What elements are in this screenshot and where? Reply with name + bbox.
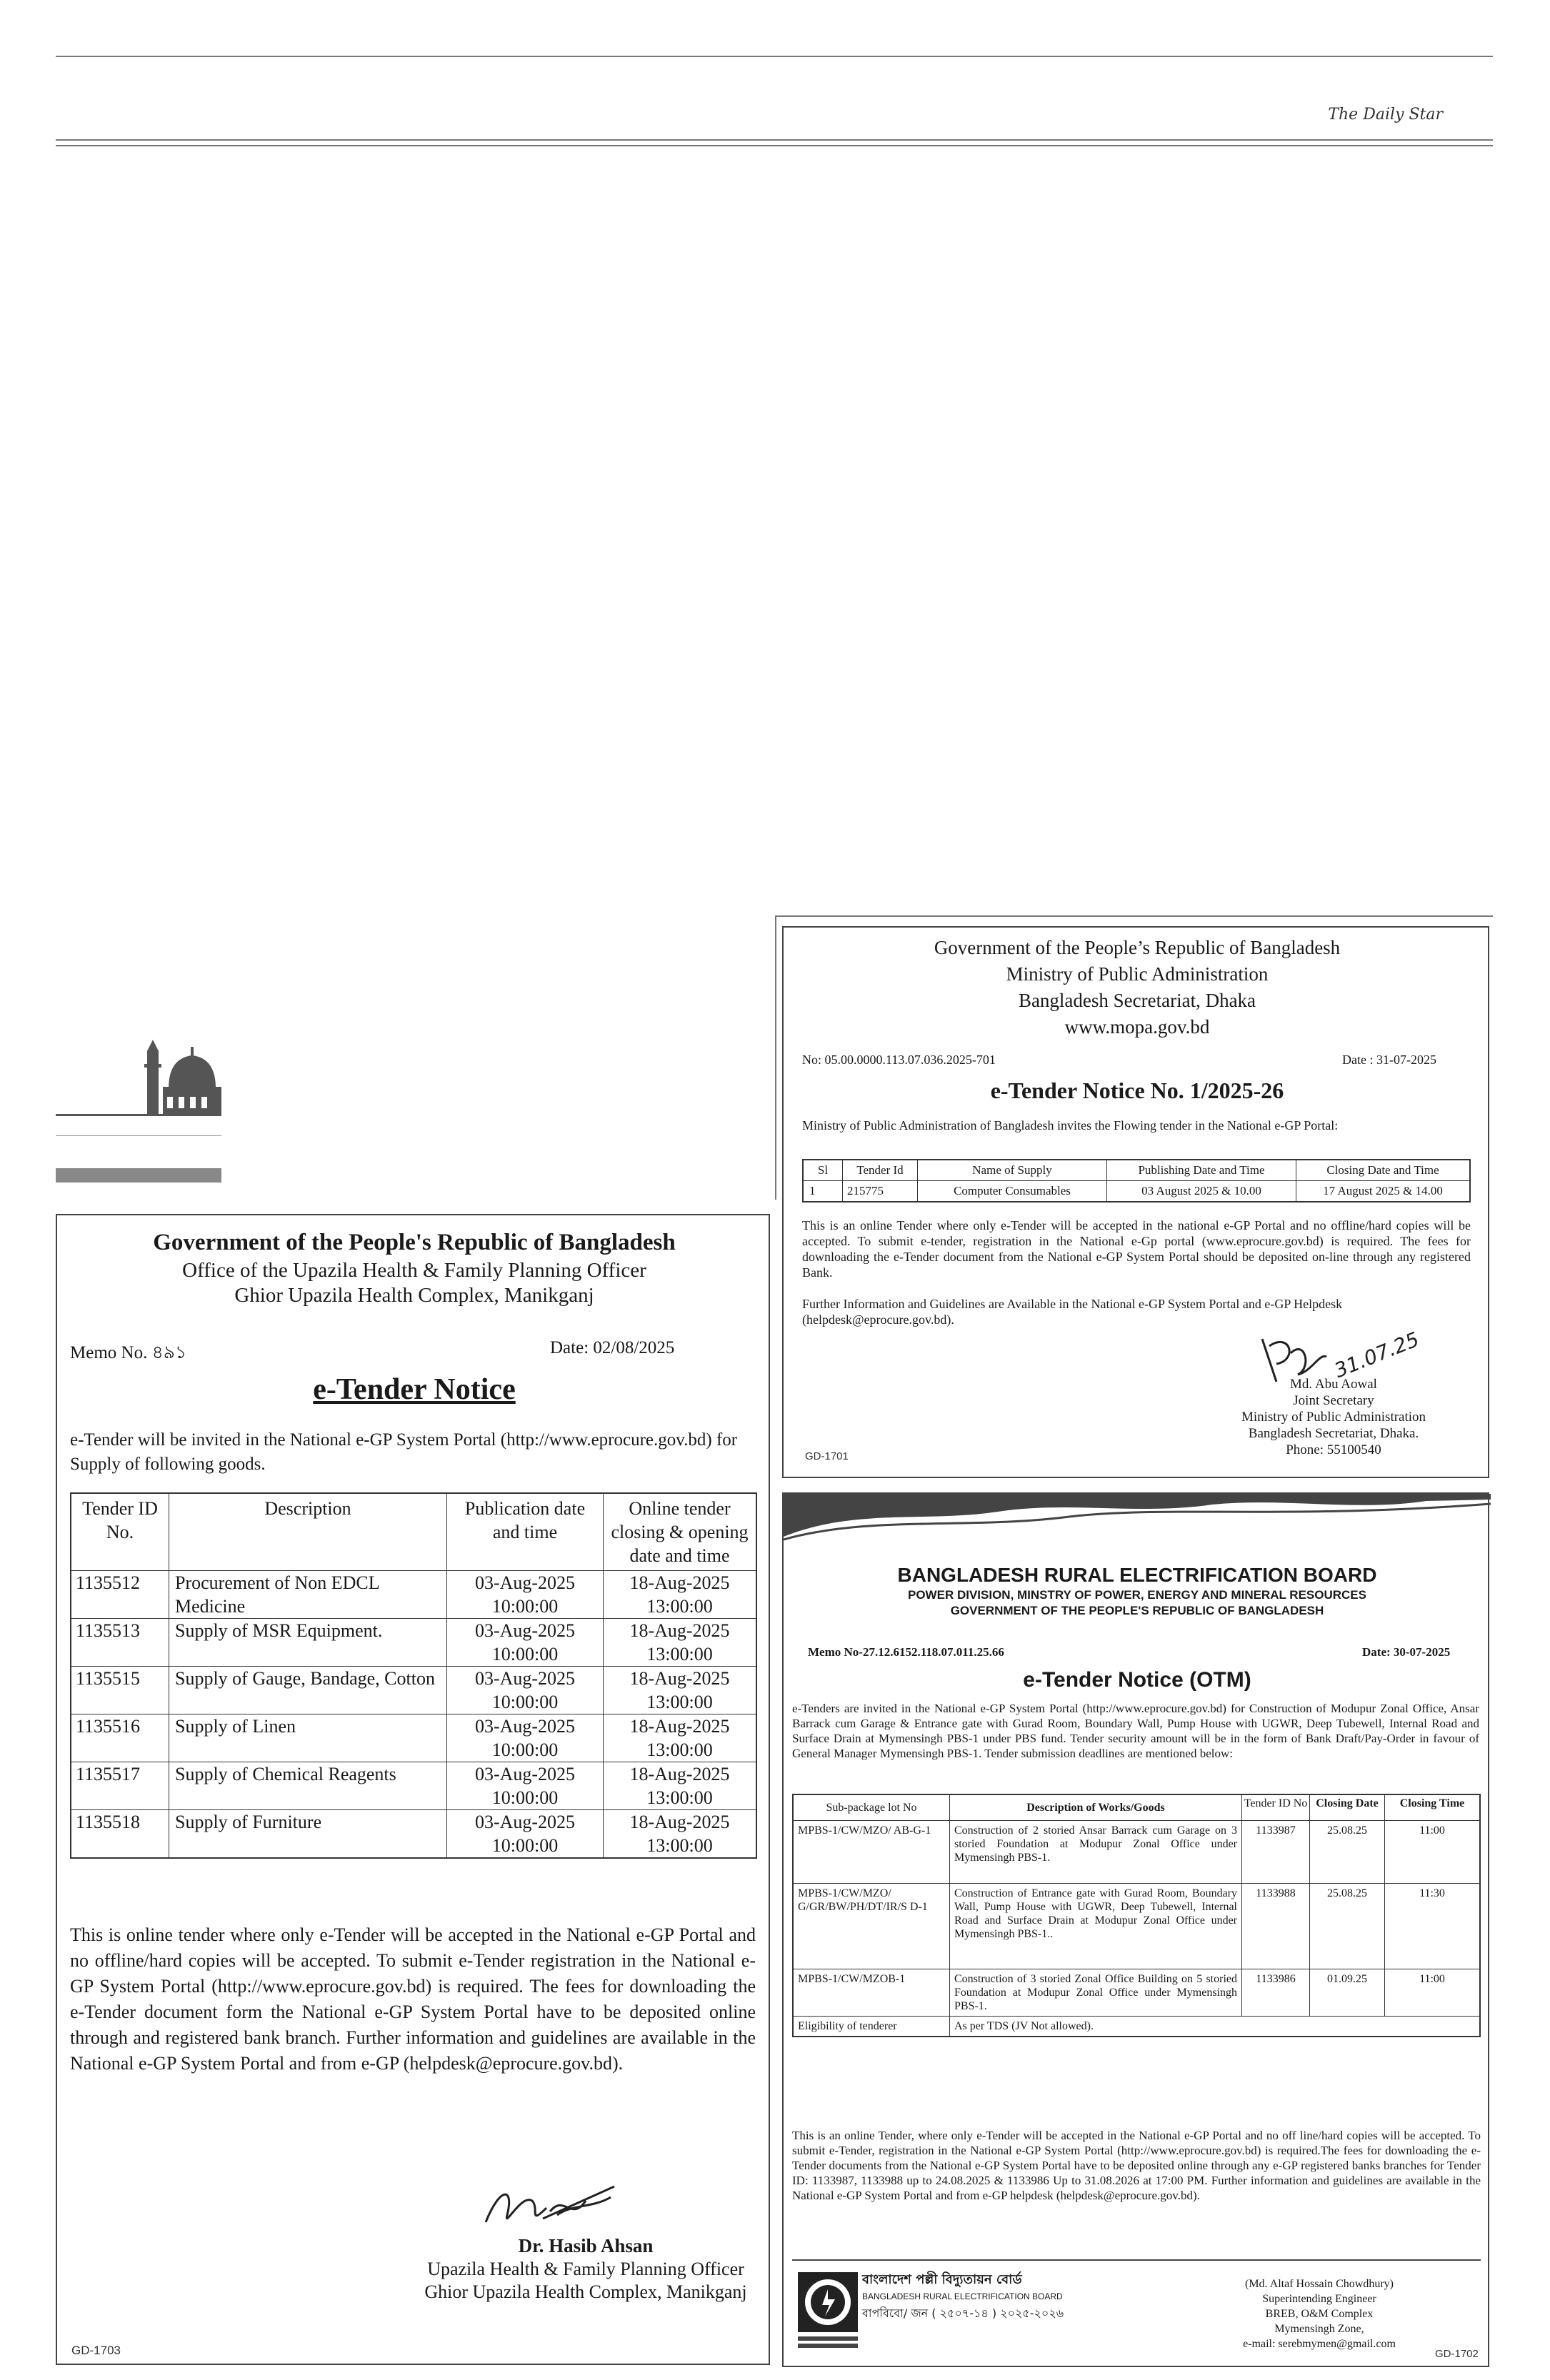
mopa-row-name: Computer Consumables [918,1181,1107,1202]
breb-body: This is an online Tender, where only e-Tender will be accepted in the National e-GP Portal and no off line/hard copies will be accepted. To submit e-Tender, registration in the National e-GP System Portal (http://www.eprocure.gov.bd) is required.The fees for downloading the e-Tender documents from the National e-GP System Portal have to be deposited online through any e-GP registered banks branches for Tender ID: 1133987, 1133988 up to 24.08.2025 & 1133986 Up to 31.08.2026 at 17:00 PM. Further information and guidelines are available in the National e-GP System Portal and from e-GP helpdesk (helpdesk@eprocure.gov.bd). [792,2129,1481,2202]
mopa-tender-table [802,1159,1471,1202]
header-double-rule-1 [56,139,1493,141]
mopa-line4: www.mopa.gov.bd [1064,1016,1210,1038]
table-row [71,1667,756,1714]
ghior-row-desc: Supply of MSR Equipment. [169,1619,447,1667]
ghior-row-desc: Procurement of Non EDCL Medicine [169,1571,447,1619]
mopa-sign-date: 31.07.25 [1331,1327,1423,1383]
ghior-row-close: 18-Aug-2025 13:00:00 [604,1714,757,1762]
breb-signer-name: (Md. Altaf Hossain Chowdhury) [1245,2278,1394,2290]
mopa-signer-office2: Bangladesh Secretariat, Dhaka. [1248,1426,1419,1441]
ghior-row-close: 18-Aug-2025 13:00:00 [604,1810,757,1859]
mopa-body2: Further Information and Guidelines are Available in the National e-GP System Portal and e-GP Helpdesk (helpdesk@eprocure.gov.bd). [802,1297,1343,1327]
section-thin-rule [56,1135,221,1136]
breb-code: GD-1702 [1435,2348,1479,2360]
breb-footer-bn1: বাংলাদেশ পল্লী বিদ্যুতায়ন বোর্ড [862,2272,1022,2287]
breb-col-lot: Sub-package lot No [793,1794,950,1821]
mopa-heading: e-Tender Notice No. 1/2025-26 [990,1078,1284,1103]
ghior-date: Date: 02/08/2025 [550,1338,675,1357]
breb-signer-zone: Mymensingh Zone, [1274,2323,1364,2335]
mopa-body1: This is an online Tender where only e-Tender will be accepted in the national e-GP Portal and no offline/hard copies will be accepted. To submit e-tender, registration in the National e-Gp portal (www.eprocure.gov.bd) is required. The fees for downloading the e-Tender document from the National e-GP System Portal should be deposited on-line through any registered Bank. [802,1218,1471,1280]
mopa-line1: Government of the People’s Republic of Bangladesh [934,937,1341,958]
breb-row-date: 25.08.25 [1310,1821,1385,1884]
breb-row-id: 1133988 [1242,1884,1310,1969]
breb-row-desc: Construction of 3 storied Zonal Office Building on 5 storied Foundation at Modupur Zonal Office under Mymensingh PBS-1. [950,1969,1242,2017]
breb-row-date: 01.09.25 [1310,1969,1385,2017]
breb-heading: e-Tender Notice (OTM) [1023,1668,1251,1692]
ghior-intro: e-Tender will be invited in the National e-GP System Portal (http://www.eprocure.gov.bd) for Supply of following goods. [70,1430,738,1474]
ghior-row-id: 1135518 [71,1810,169,1859]
breb-row-lot: MPBS-1/CW/MZOB-1 [793,1969,950,2017]
breb-row-id: 1133986 [1242,1969,1310,2017]
breb-signer-title: Superintending Engineer [1262,2293,1376,2305]
mopa-col-sl: Sl [803,1160,843,1181]
header-double-rule-2 [56,145,1493,146]
table-row [71,1714,756,1762]
ghior-row-close: 18-Aug-2025 13:00:00 [604,1571,757,1619]
mopa-col-close: Closing Date and Time [1296,1160,1471,1181]
ghior-office-line2: Ghior Upazila Health Complex, Manikganj [234,1284,594,1307]
top-rule [56,56,1493,57]
breb-elig-value: As per TDS (JV Not allowed). [950,2017,1481,2037]
masthead-brand: The Daily Star [1328,106,1443,124]
ghior-row-desc: Supply of Linen [169,1714,447,1762]
mopa-row-id: 215775 [843,1181,918,1202]
ghior-row-pub: 03-Aug-2025 10:00:00 [447,1619,604,1667]
breb-row-time: 11:30 [1385,1884,1481,1969]
notice-breb [782,1492,1489,2367]
mopa-col-pub: Publishing Date and Time [1107,1160,1296,1181]
ghior-row-id: 1135516 [71,1714,169,1762]
breb-footer-en1: BANGLADESH RURAL ELECTRIFICATION BOARD [862,2291,1063,2301]
table-row [803,1181,1470,1202]
breb-sub2: GOVERNMENT OF THE PEOPLE'S REPUBLIC OF BANGLADESH [950,1604,1324,1617]
mosque-base-rule [56,1114,221,1116]
ghior-row-desc: Supply of Chemical Reagents [169,1762,447,1810]
table-row [71,1619,756,1667]
ghior-signer-name: Dr. Hasib Ahsan [518,2235,654,2256]
mopa-signer-office1: Ministry of Public Administration [1241,1410,1426,1425]
ghior-row-pub: 03-Aug-2025 10:00:00 [447,1571,604,1619]
breb-col-desc: Description of Works/Goods [950,1794,1242,1821]
ghior-row-pub: 03-Aug-2025 10:00:00 [447,1762,604,1810]
mopa-col-name: Name of Supply [918,1160,1107,1181]
breb-intro: e-Tenders are invited in the National e-GP System Portal (http://www.eprocure.gov.bd) for Construction of Modupur Zonal Office, Ansar Barrack cum Garage & Entrance gate with Gurad Room, Boundary Wall, Pump House with UGWR, Deep Tubewell, Internal Road and Surface Drain at Mymensingh PBS-1 under PBS fund. Tender security amount will be in the form of Bank Draft/Pay-Order in favour of General Manager Mymensingh PBS-1. Tender submission deadlines are mentioned below: [792,1702,1479,1760]
decorative-wave-border [784,1494,1491,1544]
ghior-signature [479,2172,621,2236]
notice-mopa [782,926,1489,1478]
breb-memo: Memo No-27.12.6152.118.07.011.25.66 [808,1645,1004,1659]
mopa-signer-name: Md. Abu Aowal [1290,1377,1377,1392]
mopa-intro: Ministry of Public Administration of Bangladesh invites the Flowing tender in the National e-GP Portal: [802,1118,1339,1133]
breb-logo-icon [798,2272,858,2351]
breb-row-desc: Construction of 2 storied Ansar Barrack cum Garage on 3 storied Foundation at Modupur Zonal Office under Mymensingh PBS-1. [950,1821,1242,1884]
ghior-title: Government of the People's Republic of Bangladesh [153,1230,676,1255]
table-row [793,2017,1480,2037]
ghior-row-pub: 03-Aug-2025 10:00:00 [447,1714,604,1762]
ghior-row-id: 1135513 [71,1619,169,1667]
mopa-code: GD-1701 [805,1450,849,1462]
ghior-row-pub: 03-Aug-2025 10:00:00 [447,1810,604,1859]
breb-row-lot: MPBS-1/CW/MZO/ AB-G-1 [793,1821,950,1884]
breb-elig-label: Eligibility of tenderer [793,2017,950,2037]
ghior-row-close: 18-Aug-2025 13:00:00 [604,1762,757,1810]
mopa-signer-title: Joint Secretary [1293,1393,1374,1408]
mopa-row-pub: 03 August 2025 & 10.00 [1107,1181,1296,1202]
mopa-phone: Phone: 55100540 [1286,1442,1381,1457]
breb-tender-table [792,1794,1481,2037]
breb-col-date: Closing Date [1310,1794,1385,1821]
ghior-signer-title: Upazila Health & Family Planning Officer [427,2259,744,2279]
ghior-row-id: 1135515 [71,1667,169,1714]
table-row [71,1571,756,1619]
breb-date: Date: 30-07-2025 [1362,1645,1451,1659]
breb-row-date: 25.08.25 [1310,1884,1385,1969]
mopa-row-close: 17 August 2025 & 14.00 [1296,1181,1471,1202]
table-row [71,1762,756,1810]
ghior-signer-office: Ghior Upazila Health Complex, Manikganj [424,2281,747,2302]
table-row [793,1884,1480,1969]
ghior-office-line1: Office of the Upazila Health & Family Planning Officer [182,1259,646,1282]
breb-row-desc: Construction of Entrance gate with Gurad Room, Boundary Wall, Pump House with UGWR, Deep Tubewell, Internal Road and Surface Drain at Modupur Zonal Office under Mymensingh PBS-1.. [950,1884,1242,1969]
ghior-row-id: 1135517 [71,1762,169,1810]
mopa-col-id: Tender Id [843,1160,918,1181]
ghior-row-close: 18-Aug-2025 13:00:00 [604,1667,757,1714]
ghior-row-pub: 03-Aug-2025 10:00:00 [447,1667,604,1714]
breb-col-time: Closing Time [1385,1794,1481,1821]
ghior-col-id: Tender ID No. [71,1493,169,1571]
ghior-col-desc: Description [169,1493,447,1571]
ghior-tender-table [70,1492,757,1859]
mopa-line2: Ministry of Public Administration [1006,963,1269,985]
breb-col-id: Tender ID No [1242,1794,1310,1821]
breb-row-time: 11:00 [1385,1821,1481,1884]
mopa-line3: Bangladesh Secretariat, Dhaka [1018,990,1256,1011]
ghior-col-pub: Publication date and time [447,1493,604,1571]
breb-sub1: POWER DIVISION, MINSTRY OF POWER, ENERGY AND MINERAL RESOURCES [908,1588,1366,1602]
table-row [793,1969,1480,2017]
ghior-row-desc: Supply of Furniture [169,1810,447,1859]
table-row [793,1821,1480,1884]
ghior-heading: e-Tender Notice [313,1373,516,1406]
ghior-row-close: 18-Aug-2025 13:00:00 [604,1619,757,1667]
breb-signer-office: BREB, O&M Complex [1265,2308,1374,2320]
ghior-row-id: 1135512 [71,1571,169,1619]
mopa-date: Date : 31-07-2025 [1342,1053,1436,1067]
mopa-row-sl: 1 [803,1181,843,1202]
breb-row-time: 11:00 [1385,1969,1481,2017]
breb-row-id: 1133987 [1242,1821,1310,1884]
breb-row-lot: MPBS-1/CW/MZO/ G/GR/BW/PH/DT/IR/S D-1 [793,1884,950,1969]
ghior-row-desc: Supply of Gauge, Bandage, Cotton [169,1667,447,1714]
notice-ghior [56,1214,770,2365]
mosque-icon [141,1037,221,1115]
right-divider-vertical [775,915,776,1200]
mopa-memo: No: 05.00.0000.113.07.036.2025-701 [802,1053,996,1067]
breb-email: e-mail: serebmymen@gmail.com [1243,2338,1396,2350]
ghior-col-close: Online tender closing & opening date and time [604,1493,757,1571]
ghior-code: GD-1703 [71,2344,121,2357]
breb-footer-bn2: বাপবিবো/ জন ( ২৫০৭-১৪ ) ২০২৫-২০২৬ [862,2306,1064,2320]
breb-title: BANGLADESH RURAL ELECTRIFICATION BOARD [897,1564,1377,1586]
right-top-rule [775,915,1493,917]
ghior-body: This is online tender where only e-Tender will be accepted in the National e-GP Portal and no offline/hard copies will be accepted. To submit e-Tender registration in the National e-GP System Portal (http://www.eprocure.gov.bd) is required. The fees for downloading the e-Tender document form the National e-GP System Portal have to be deposited online through and registered bank branch. Further information and guidelines are available in the National e-GP System Portal and from e-GP (helpdesk@eprocure.gov.bd). [70,1924,756,2074]
table-row [71,1810,756,1859]
ghior-memo: Memo No. ৪৯১ [70,1343,187,1362]
section-grey-bar [56,1168,221,1183]
